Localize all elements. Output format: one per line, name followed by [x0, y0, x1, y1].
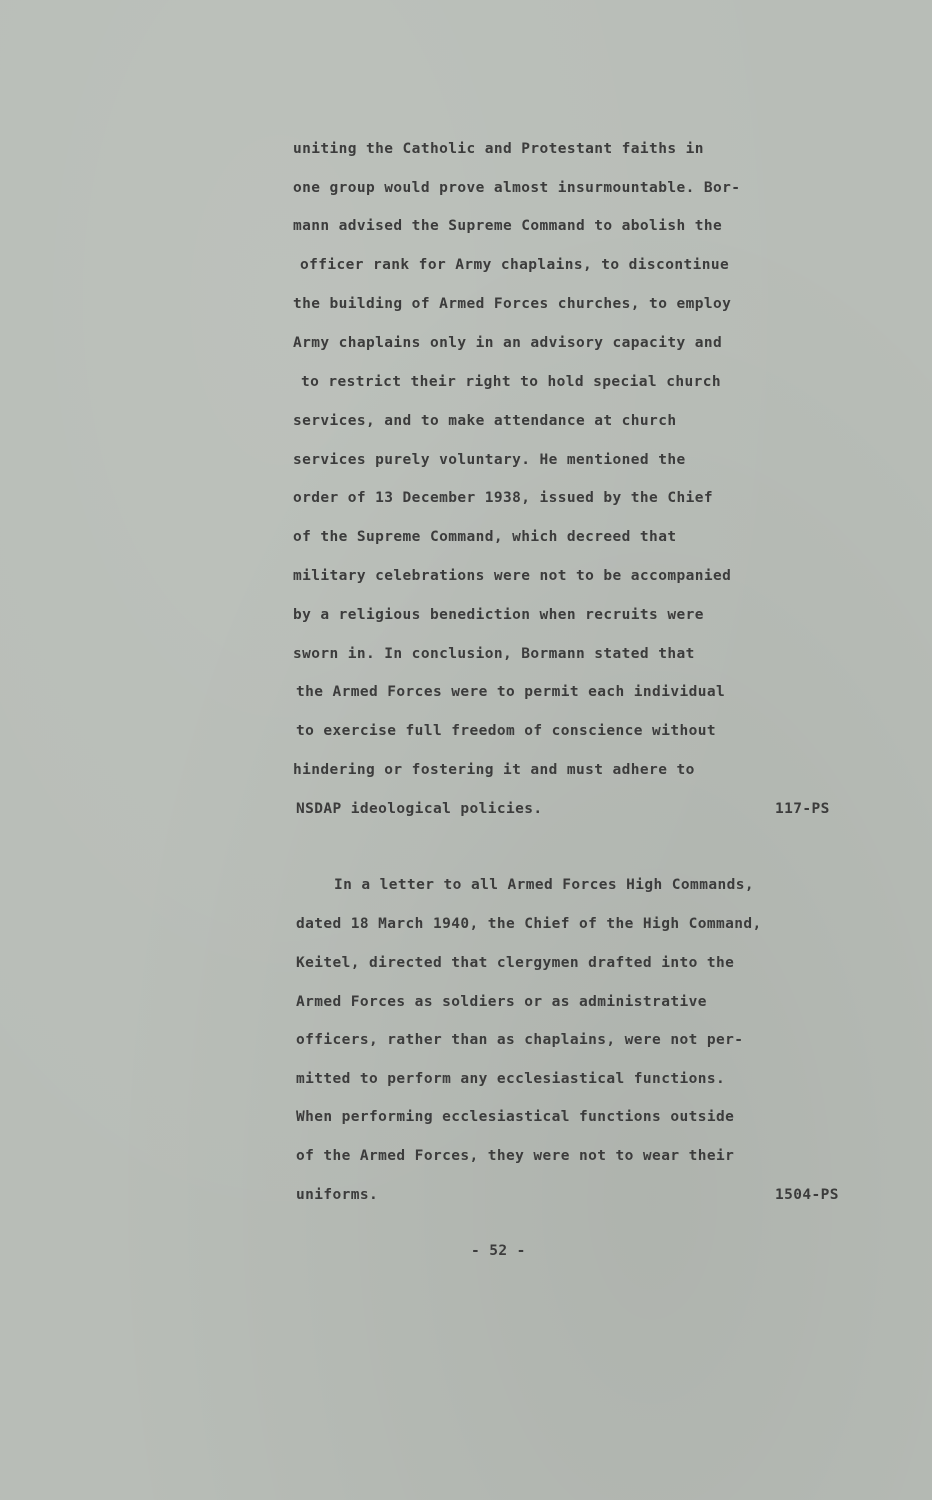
text-line: the building of Armed Forces churches, to employ [293, 296, 732, 312]
text-line: to restrict their right to hold special church [301, 374, 721, 390]
text-line: mann advised the Supreme Command to abolish the [293, 218, 723, 234]
text-line: mitted to perform any ecclesiastical functions. [296, 1071, 726, 1087]
text-line: one group would prove almost insurmountable. Bor- [293, 180, 741, 196]
text-line: Keitel, directed that clergymen drafted into the [296, 955, 735, 971]
source-reference: 1504-PS [775, 1187, 839, 1203]
text-line: In a letter to all Armed Forces High Commands, [334, 877, 754, 893]
text-line: uniting the Catholic and Protestant faiths in [293, 141, 704, 157]
text-line: When performing ecclesiastical functions outside [296, 1109, 735, 1125]
text-line: the Armed Forces were to permit each individual [296, 684, 726, 700]
text-line: hindering or fostering it and must adhere to [293, 762, 695, 778]
text-line: of the Armed Forces, they were not to wear their [296, 1148, 735, 1164]
page-number: - 52 - [471, 1243, 526, 1259]
text-line: order of 13 December 1938, issued by the Chief [293, 490, 713, 506]
text-line: of the Supreme Command, which decreed that [293, 529, 677, 545]
text-line: Armed Forces as soldiers or as administrative [296, 994, 707, 1010]
text-line: officers, rather than as chaplains, were not per- [296, 1032, 744, 1048]
text-line: services, and to make attendance at church [293, 413, 677, 429]
text-line: NSDAP ideological policies. [296, 801, 543, 817]
text-line: military celebrations were not to be accompanied [293, 568, 732, 584]
text-line: services purely voluntary. He mentioned the [293, 452, 686, 468]
text-line: sworn in. In conclusion, Bormann stated that [293, 646, 695, 662]
text-line: by a religious benediction when recruits were [293, 607, 704, 623]
source-reference: 117-PS [775, 801, 830, 817]
text-line: to exercise full freedom of conscience without [296, 723, 716, 739]
text-line: officer rank for Army chaplains, to discontinue [300, 257, 730, 273]
text-line: dated 18 March 1940, the Chief of the High Command, [296, 916, 762, 932]
text-line: uniforms. [296, 1187, 379, 1203]
text-line: Army chaplains only in an advisory capacity and [293, 335, 723, 351]
